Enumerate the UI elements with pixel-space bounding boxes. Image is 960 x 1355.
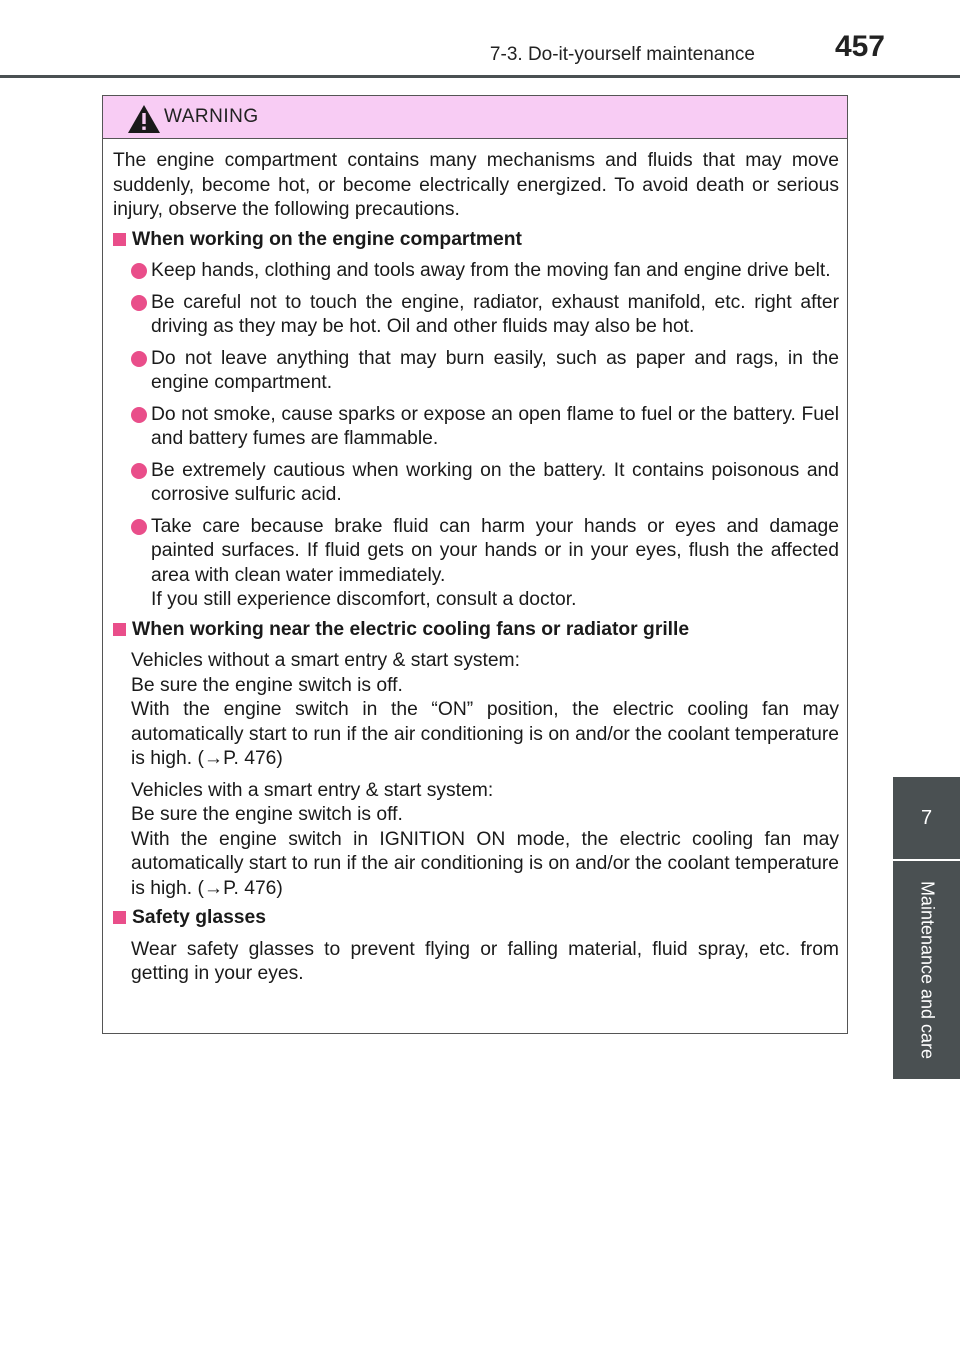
page-number: 457 xyxy=(834,30,885,63)
warning-body xyxy=(103,139,847,987)
list-item: Keep hands, clothing and tools away from the moving fan and engine drive belt. xyxy=(113,259,839,284)
list-item: Do not smoke, cause sparks or expose an open flame to fuel or the battery. Fuel and battery fumes are flammable. xyxy=(113,403,839,452)
section-heading-safety-glasses: Safety glasses xyxy=(113,906,839,931)
paragraph-without-smart-entry: Vehicles without a smart entry & start system: Be sure the engine switch is off. With the engine switch in the “ON” position, the electric cooling fan may automatically start to run if the air conditioning is on and/or the coolant temperature is high. (→P. 476) xyxy=(131,650,839,769)
section-heading-cooling-fans: When working near the electric cooling fans or radiator grille xyxy=(113,618,839,643)
round-bullet-icon xyxy=(131,263,147,279)
warning-header xyxy=(103,96,847,139)
paragraph-with-smart-entry: Vehicles with a smart entry & start system: Be sure the engine switch is off. With the engine switch in IGNITION ON mode, the electric cooling fan may automatically start to run if the air conditioning is on and/or the coolant temperature is high. (→P. 476) xyxy=(131,779,839,899)
round-bullet-icon xyxy=(131,351,147,367)
list-item: Be extremely cautious when working on the battery. It contains poisonous and corrosive sulfuric acid. xyxy=(113,459,839,508)
round-bullet-icon xyxy=(131,519,147,535)
square-bullet-icon xyxy=(113,911,126,924)
square-bullet-icon xyxy=(113,233,126,246)
paragraph-safety-glasses: Wear safety glasses to prevent flying or falling material, fluid spray, etc. from getting in your eyes. xyxy=(131,938,839,984)
square-bullet-icon xyxy=(113,623,126,636)
header-section-title: 7-3. Do-it-yourself maintenance xyxy=(489,44,755,65)
list-item: Do not leave anything that may burn easily, such as paper and rags, in the engine compartment. xyxy=(113,347,839,396)
round-bullet-icon xyxy=(131,295,147,311)
list-item: Take care because brake fluid can harm your hands or eyes and damage painted surfaces. If fluid gets on your hands or in your eyes, flush the affected area with clean water immediately. If you still experience discomfort, consult a doctor. xyxy=(113,515,839,613)
section-heading-engine-compartment: When working on the engine compartment xyxy=(113,228,839,253)
round-bullet-icon xyxy=(131,463,147,479)
round-bullet-icon xyxy=(131,407,147,423)
chapter-title: Maintenance and care xyxy=(917,880,937,1060)
chapter-number: 7 xyxy=(920,806,933,829)
warning-title: WARNING xyxy=(164,106,259,127)
list-item: Be careful not to touch the engine, radiator, exhaust manifold, etc. right after driving as they may be hot. Oil and other fluids may also be hot. xyxy=(113,291,839,340)
header-rule xyxy=(0,75,960,78)
warning-intro: The engine compartment contains many mechanisms and fluids that may move suddenly, become hot, or become electrically energized. To avoid death or serious injury, observe the following precautions. xyxy=(113,150,839,220)
warning-box xyxy=(102,95,848,1034)
list-item-followup: If you still experience discomfort, consult a doctor. xyxy=(151,589,577,610)
chapter-tab-label xyxy=(893,861,960,1079)
chapter-tab-number xyxy=(893,777,960,859)
warning-triangle-icon xyxy=(127,104,161,134)
